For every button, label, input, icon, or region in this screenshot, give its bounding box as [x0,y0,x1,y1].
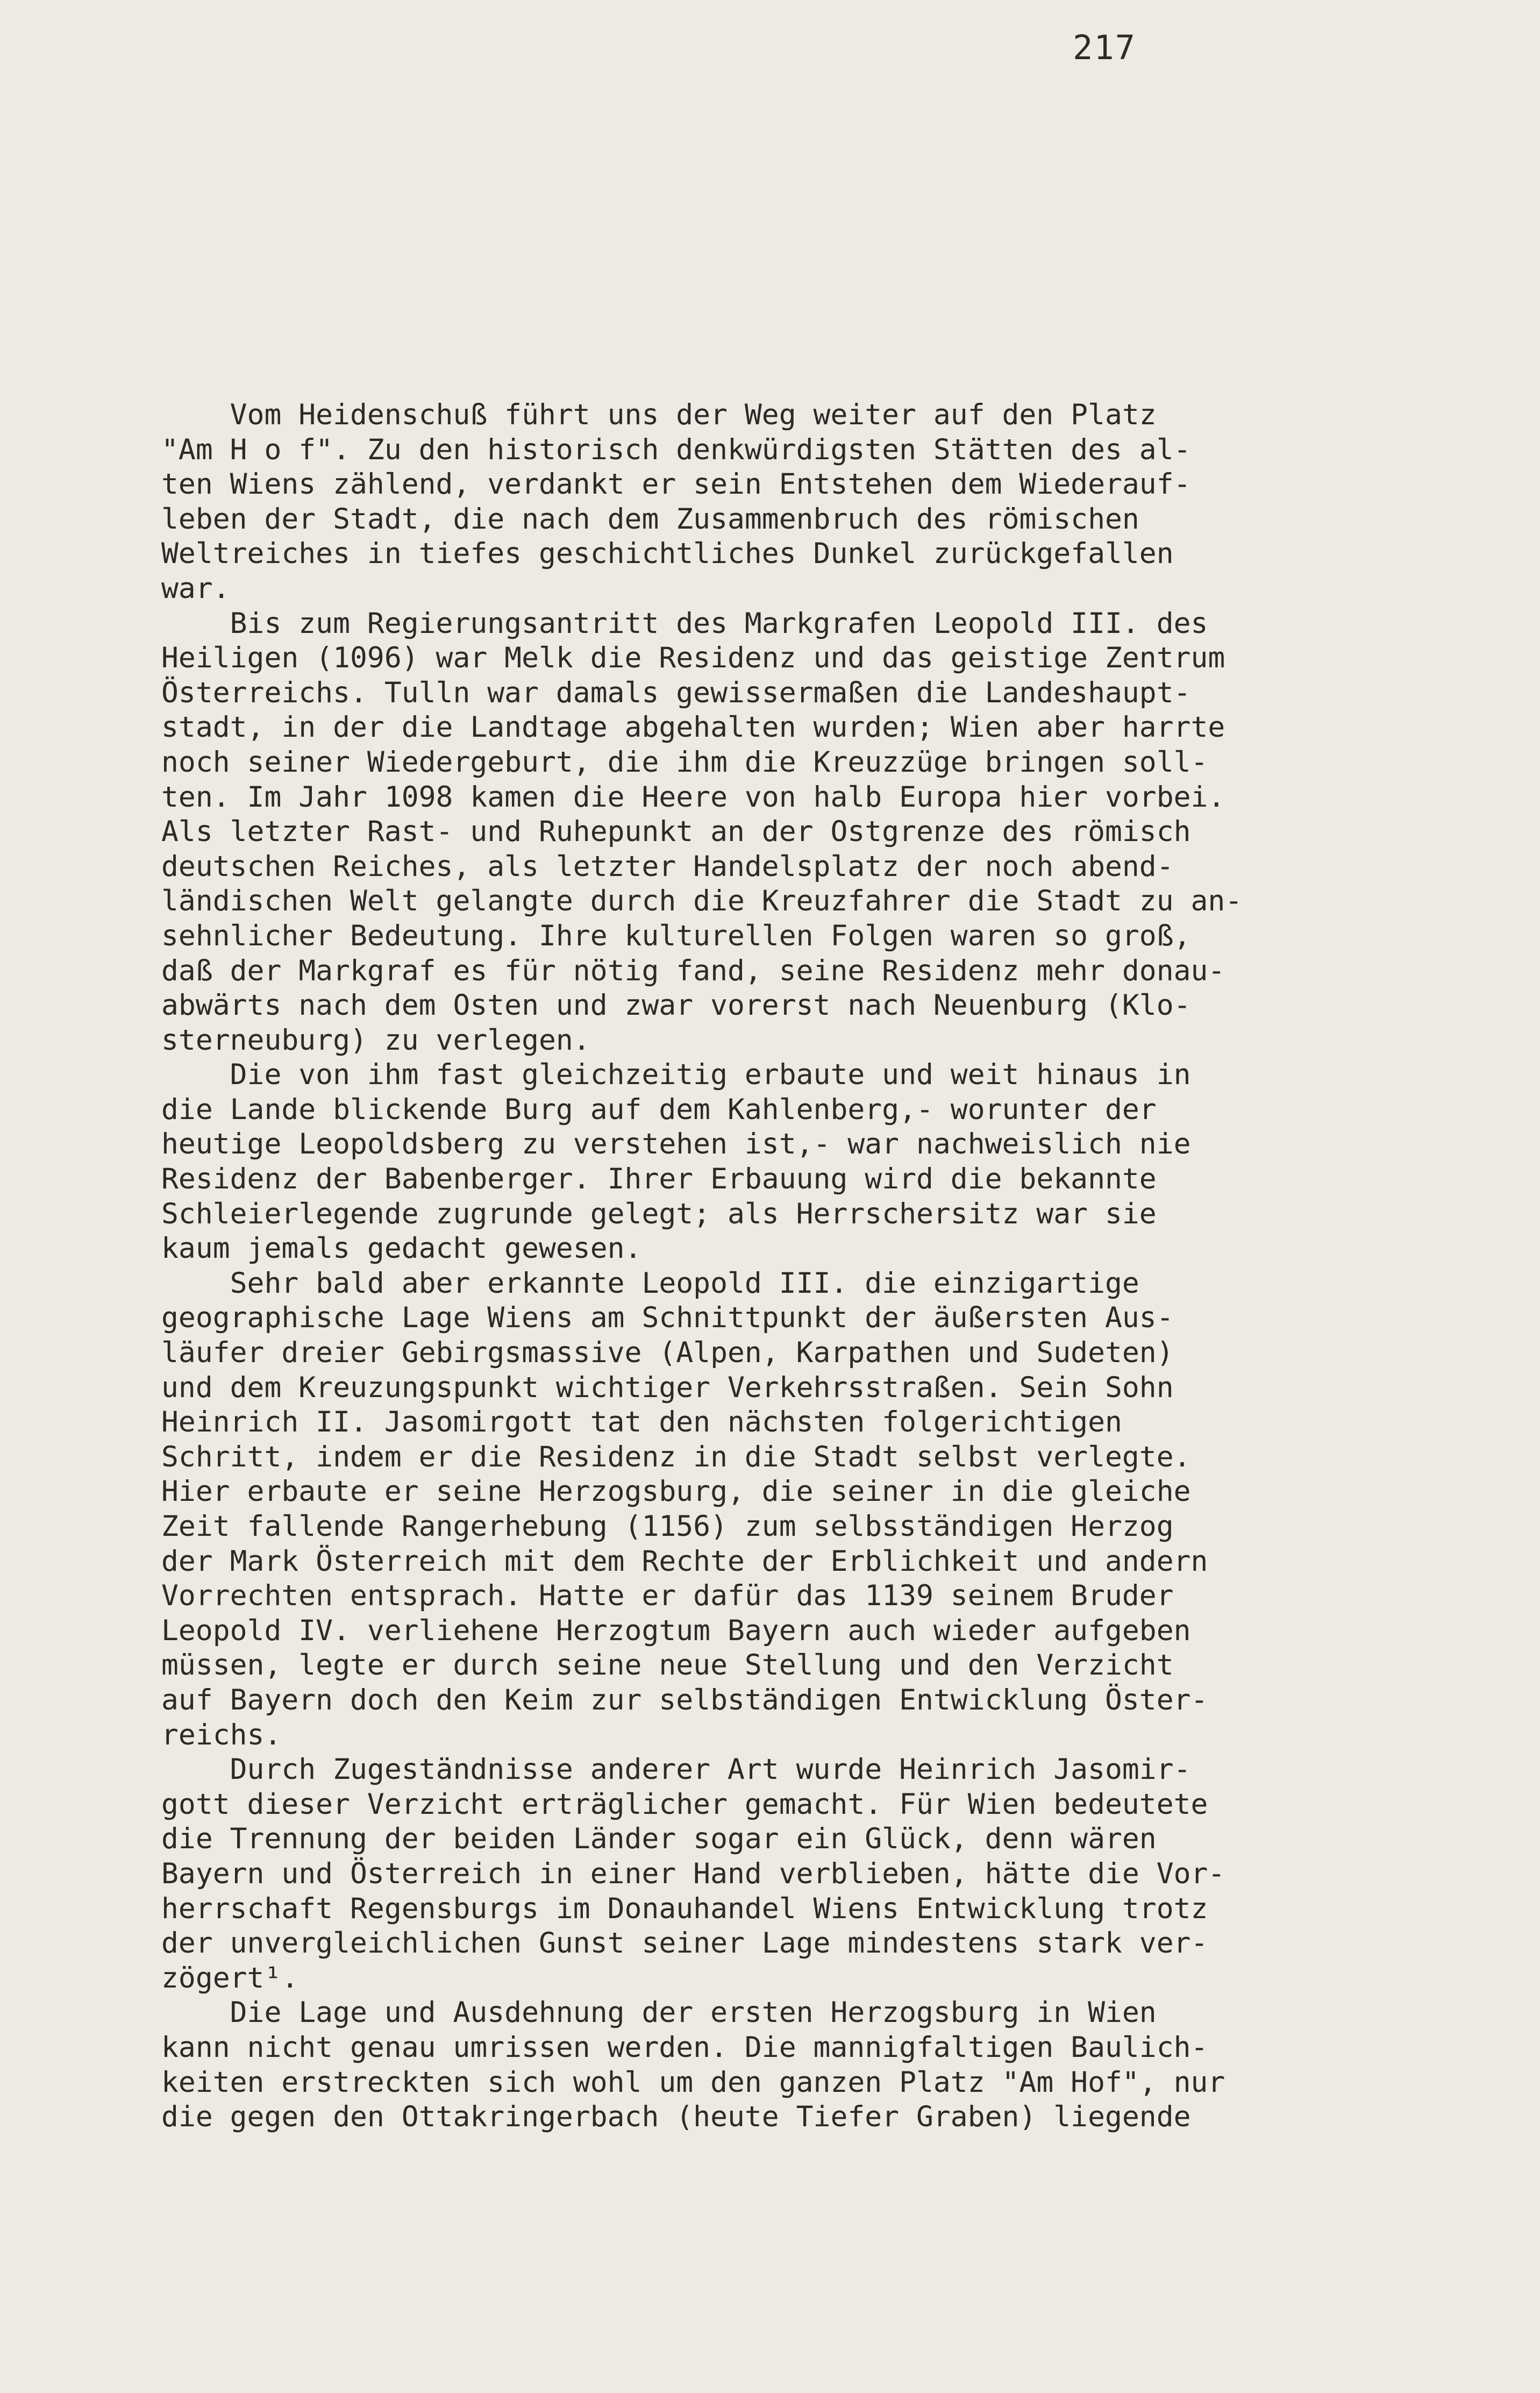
text-line: war. [161,572,230,605]
text-line: Die von ihm fast gleichzeitig erbaute und weit hinaus in [161,1058,1191,1092]
page-number: 217 [1073,28,1136,67]
text-line: ten Wiens zählend, verdankt er sein Entstehen dem Wiederauf- [161,468,1191,501]
text-line: keiten erstreckten sich wohl um den ganzen Platz "Am Hof", nur [161,2066,1225,2099]
text-line: daß der Markgraf es für nötig fand, seine Residenz mehr donau- [161,954,1225,987]
text-line: Bayern und Österreich in einer Hand verblieben, hätte die Vor- [161,1857,1225,1890]
text-line: Zeit fallende Rangerhebung (1156) zum selbsständigen Herzog [161,1510,1174,1543]
text-line: Als letzter Rast- und Ruhepunkt an der Ostgrenze des römisch [161,815,1191,849]
text-line: kann nicht genau umrissen werden. Die mannigfaltigen Baulich- [161,2031,1208,2064]
text-line: Residenz der Babenberger. Ihrer Erbauung wird die bekannte [161,1163,1157,1196]
text-line: Österreichs. Tulln war damals gewissermaßen die Landeshaupt- [161,676,1191,709]
text-line: Sehr bald aber erkannte Leopold III. die einzigartige [161,1266,1139,1300]
text-line: deutschen Reiches, als letzter Handelsplatz der noch abend- [161,850,1174,883]
text-line: und dem Kreuzungspunkt wichtiger Verkehrsstraßen. Sein Sohn [161,1371,1174,1404]
text-line: reichs. [161,1718,282,1751]
text-line: Schritt, indem er die Residenz in die Stadt selbst verlegte. [161,1440,1191,1473]
text-line: die Trennung der beiden Länder sogar ein Glück, denn wären [161,1822,1157,1856]
text-line: gott dieser Verzicht erträglicher gemacht. Für Wien bedeutete [161,1787,1208,1821]
text-line: Leopold IV. verliehene Herzogtum Bayern auch wieder aufgeben [161,1614,1191,1647]
text-line: Schleierlegende zugrunde gelegt; als Herrschersitz war sie [161,1197,1157,1230]
text-line: herrschaft Regensburgs im Donauhandel Wiens Entwicklung trotz [161,1892,1208,1925]
text-line: sterneuburg) zu verlegen. [161,1023,590,1057]
text-line: Hier erbaute er seine Herzogsburg, die seiner in die gleiche [161,1475,1191,1508]
text-line: der Mark Österreich mit dem Rechte der Erblichkeit und andern [161,1544,1208,1578]
text-line: Durch Zugeständnisse anderer Art wurde Heinrich Jasomir- [161,1753,1191,1786]
text-line: kaum jemals gedacht gewesen. [161,1232,642,1265]
text-line: der unvergleichlichen Gunst seiner Lage mindestens stark ver- [161,1927,1208,1960]
text-line: müssen, legte er durch seine neue Stellung und den Verzicht [161,1649,1174,1682]
text-line: geographische Lage Wiens am Schnittpunkt der äußersten Aus- [161,1301,1174,1335]
text-line: Vorrechten entsprach. Hatte er dafür das 1139 seinem Bruder [161,1579,1174,1613]
text-line: ten. Im Jahr 1098 kamen die Heere von halb Europa hier vorbei. [161,780,1225,814]
text-line: heutige Leopoldsberg zu verstehen ist,- war nachweislich nie [161,1128,1191,1161]
text-line: die gegen den Ottakringerbach (heute Tiefer Graben) liegende [161,2100,1191,2134]
text-line: die Lande blickende Burg auf dem Kahlenberg,- worunter der [161,1093,1157,1126]
text-line: Heiligen (1096) war Melk die Residenz und das geistige Zentrum [161,642,1225,675]
text-line: noch seiner Wiedergeburt, die ihm die Kreuzzüge bringen soll- [161,745,1208,779]
body-text [161,398,1484,2135]
text-line: auf Bayern doch den Keim zur selbständigen Entwicklung Öster- [161,1683,1208,1717]
text-line: Vom Heidenschuß führt uns der Weg weiter auf den Platz [161,398,1157,431]
text-line: leben der Stadt, die nach dem Zusammenbruch des römischen [161,502,1139,536]
text-line: Weltreiches in tiefes geschichtliches Dunkel zurückgefallen [161,537,1174,571]
text-line: Die Lage und Ausdehnung der ersten Herzogsburg in Wien [161,1996,1157,2029]
text-line: abwärts nach dem Osten und zwar vorerst nach Neuenburg (Klo- [161,989,1191,1022]
text-line: Heinrich II. Jasomirgott tat den nächsten folgerichtigen [161,1406,1122,1439]
text-line: ländischen Welt gelangte durch die Kreuzfahrer die Stadt zu an- [161,885,1243,918]
text-line: läufer dreier Gebirgsmassive (Alpen, Karpathen und Sudeten) [161,1336,1174,1370]
text-line: Bis zum Regierungsantritt des Markgrafen Leopold III. des [161,607,1208,640]
text-line: sehnlicher Bedeutung. Ihre kulturellen Folgen waren so groß, [161,919,1191,952]
text-line: "Am H o f". Zu den historisch denkwürdigsten Stätten des al- [161,433,1191,466]
text-line: stadt, in der die Landtage abgehalten wurden; Wien aber harrte [161,711,1225,744]
text-line: zögert¹. [161,1961,299,1995]
